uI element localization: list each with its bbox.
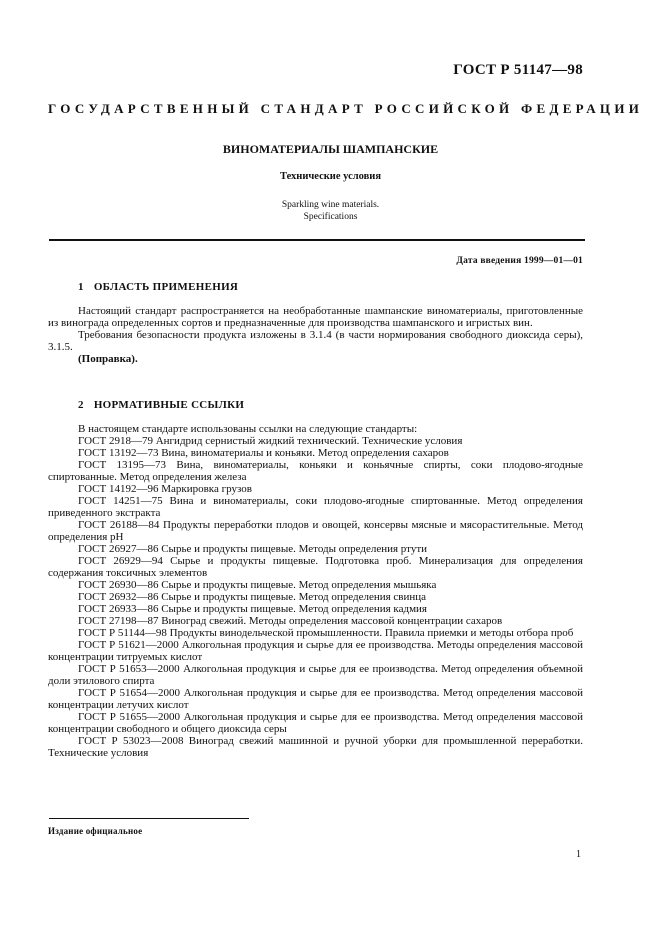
document-title-english [0, 199, 661, 223]
reference-item: ГОСТ 26932—86 Сырье и продукты пищевые. Метод определения свинца [78, 591, 427, 603]
edition-label: Издание официальное [48, 826, 143, 836]
reference-item: ГОСТ Р 51655—2000 Алкогольная продукция и сырье для ее производства. Метод определения массовой концентрации свободного и общего диоксида серы [48, 711, 583, 735]
paragraph: Требования безопасности продукта изложены в 3.1.4 (в части нормирования свободного диоксида серы), 3.1.5. [48, 329, 583, 353]
reference-item: ГОСТ Р 51653—2000 Алкогольная продукция и сырье для ее производства. Метод определения объемной доли этилового спирта [48, 663, 583, 687]
title-divider [49, 239, 585, 241]
reference-item: ГОСТ 13192—73 Вина, виноматериалы и коньяки. Метод определения сахаров [78, 447, 449, 459]
page-number: 1 [576, 849, 581, 860]
section-1-body [48, 305, 583, 365]
state-standard-heading: ГОСУДАРСТВЕННЫЙ СТАНДАРТ РОССИЙСКОЙ ФЕДЕРАЦИИ [48, 101, 644, 116]
reference-item: ГОСТ 26933—86 Сырье и продукты пищевые. Метод определения кадмия [78, 603, 427, 615]
section-2-title: НОРМАТИВНЫЕ ССЫЛКИ [93, 399, 245, 411]
section-1-heading [78, 281, 238, 293]
footer-divider [49, 818, 249, 819]
document-code: ГОСТ Р 51147—98 [453, 62, 583, 78]
section-1-title: ОБЛАСТЬ ПРИМЕНЕНИЯ [93, 281, 239, 293]
section-1-number: 1 [78, 281, 84, 293]
section-2-heading [78, 399, 244, 411]
reference-item: ГОСТ 2918—79 Ангидрид сернистый жидкий технический. Технические условия [78, 435, 463, 447]
title-english-line-2: Specifications [303, 212, 358, 222]
paragraph: В настоящем стандарте использованы ссылки на следующие стандарты: [78, 423, 418, 435]
document-subtitle: Технические условия [279, 171, 382, 182]
reference-item: ГОСТ 13195—73 Вина, виноматериалы, коньяки и коньячные спирты, соки плодово-ягодные спиртованные. Метод определения железа [48, 459, 583, 483]
reference-item: ГОСТ Р 51621—2000 Алкогольная продукция и сырье для ее производства. Методы определения массовой концентрации титруемых кислот [48, 639, 583, 663]
introduction-date: Дата введения 1999—01—01 [456, 256, 583, 266]
reference-item: ГОСТ 26929—94 Сырье и продукты пищевые. Подготовка проб. Минерализация для определения содержания токсичных элементов [48, 555, 583, 579]
section-2-number: 2 [78, 399, 84, 411]
title-english-line-1: Sparkling wine materials. [281, 200, 380, 210]
reference-item: ГОСТ 26930—86 Сырье и продукты пищевые. Метод определения мышьяка [78, 579, 437, 591]
reference-item: ГОСТ 14192—96 Маркировка грузов [78, 483, 252, 495]
reference-item: ГОСТ 14251—75 Вина и виноматериалы, соки плодово-ягодные спиртованные. Метод определения приведенного экстракта [48, 495, 583, 519]
reference-item: ГОСТ Р 51144—98 Продукты винодельческой промышленности. Правила приемки и методы отбора проб [78, 627, 574, 639]
reference-item: ГОСТ 26188—84 Продукты переработки плодов и овощей, консервы мясные и мясорастительные. Метод определения pH [48, 519, 583, 543]
reference-item: ГОСТ 26927—86 Сырье и продукты пищевые. Методы определения ртути [78, 543, 428, 555]
reference-item: ГОСТ 27198—87 Виноград свежий. Методы определения массовой концентрации сахаров [78, 615, 503, 627]
amendment-note: (Поправка). [78, 353, 138, 365]
paragraph: Настоящий стандарт распространяется на необработанные шампанские виноматериалы, приготовленные из винограда определенных сортов и предназначенные для производства шампанского и игристых вин. [48, 305, 583, 329]
reference-item: ГОСТ Р 53023—2008 Виноград свежий машинной и ручной уборки для промышленной переработки. Технические условия [48, 735, 583, 759]
document-title: ВИНОМАТЕРИАЛЫ ШАМПАНСКИЕ [222, 142, 439, 156]
reference-item: ГОСТ Р 51654—2000 Алкогольная продукция и сырье для ее производства. Метод определения массовой концентрации летучих кислот [48, 687, 583, 711]
section-2-body [48, 423, 583, 759]
